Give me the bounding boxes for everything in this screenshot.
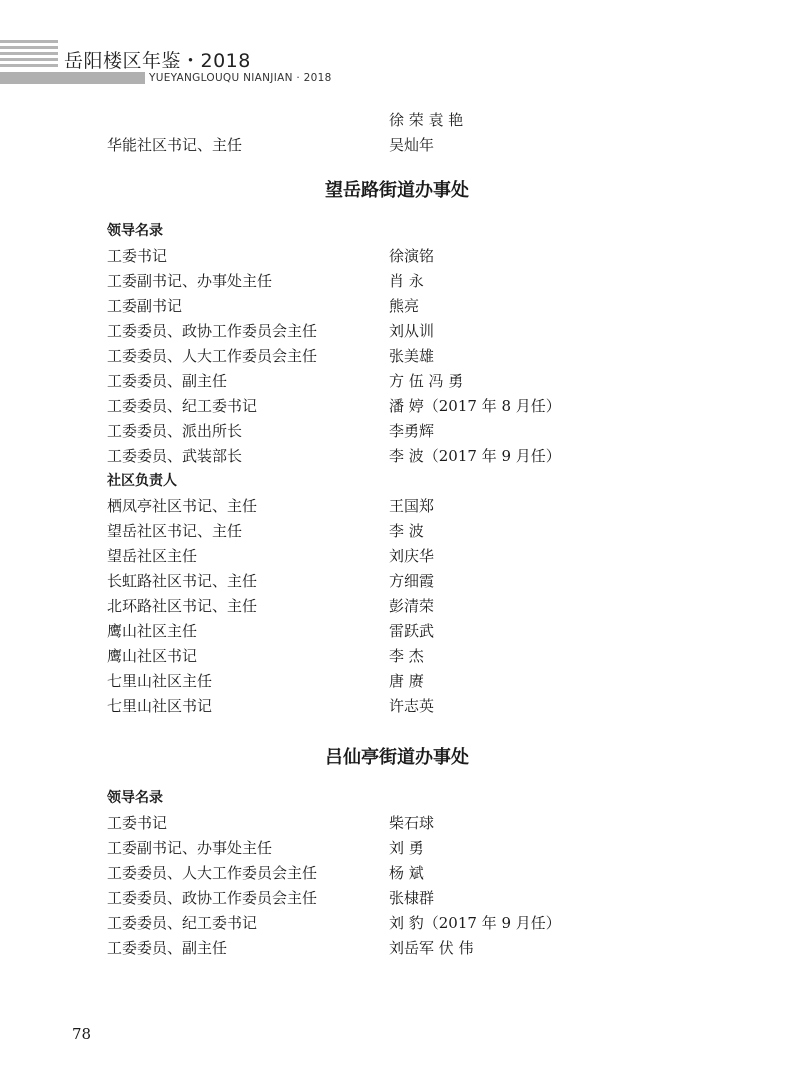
list-item xyxy=(107,419,727,444)
section-title: 吕仙亭街道办事处 xyxy=(325,747,469,768)
person-name: 刘 豹（2017 年 9 月任） xyxy=(389,914,561,932)
role-label: 鹰山社区书记 xyxy=(107,647,198,665)
person-name: 潘 婷（2017 年 8 月任） xyxy=(389,397,561,415)
person-name: 唐 赓 xyxy=(389,672,424,690)
list-item xyxy=(107,519,727,544)
person-name: 彭清荣 xyxy=(389,597,435,615)
list-item xyxy=(107,861,727,886)
running-header-subtitle: YUEYANGLOUQU NIANJIAN · 2018 xyxy=(145,72,336,84)
list-item xyxy=(107,544,727,569)
list-item xyxy=(107,244,727,269)
role-label: 鹰山社区主任 xyxy=(107,622,198,640)
person-name: 方细霞 xyxy=(389,572,435,590)
role-label: 工委委员、政协工作委员会主任 xyxy=(107,889,318,907)
page-body xyxy=(107,108,727,961)
role-label: 工委副书记 xyxy=(107,297,183,315)
list-item xyxy=(107,594,727,619)
role-label: 北环路社区书记、主任 xyxy=(107,597,258,615)
list-item xyxy=(107,133,727,158)
page-number: 78 xyxy=(72,1025,92,1043)
subsection-heading: 领导名录 xyxy=(107,790,163,806)
list-item xyxy=(107,936,727,961)
role-label: 工委委员、纪工委书记 xyxy=(107,397,258,415)
role-label: 七里山社区书记 xyxy=(107,697,213,715)
person-name: 刘庆华 xyxy=(389,547,435,565)
role-label: 工委委员、派出所长 xyxy=(107,422,243,440)
list-item xyxy=(107,369,727,394)
list-item xyxy=(107,269,727,294)
list-item xyxy=(107,319,727,344)
person-name: 王国郑 xyxy=(389,497,435,515)
role-label: 长虹路社区书记、主任 xyxy=(107,572,258,590)
list-item xyxy=(107,344,727,369)
role-label: 工委委员、副主任 xyxy=(107,372,228,390)
role-label: 工委委员、人大工作委员会主任 xyxy=(107,864,318,882)
list-item xyxy=(107,444,727,469)
role-label: 栖凤亭社区书记、主任 xyxy=(107,497,258,515)
person-name: 李 波 xyxy=(389,522,424,540)
list-item xyxy=(107,619,727,644)
role-label: 工委副书记、办事处主任 xyxy=(107,839,273,857)
list-item xyxy=(107,394,727,419)
list-item xyxy=(107,694,727,719)
list-item xyxy=(107,294,727,319)
person-name: 李勇辉 xyxy=(389,422,435,440)
role-label: 工委书记 xyxy=(107,247,168,265)
person-name: 徐 荣 袁 艳 xyxy=(389,111,464,129)
person-name: 徐演铭 xyxy=(389,247,435,265)
list-item xyxy=(107,669,727,694)
person-name: 吴灿年 xyxy=(389,136,435,154)
person-name: 雷跃武 xyxy=(389,622,435,640)
role-label: 工委委员、政协工作委员会主任 xyxy=(107,322,318,340)
running-header-title: 岳阳楼区年鉴・2018 xyxy=(64,50,251,72)
subsection-heading: 社区负责人 xyxy=(107,473,177,489)
list-item xyxy=(107,911,727,936)
list-item xyxy=(107,644,727,669)
person-name: 熊亮 xyxy=(389,297,420,315)
person-name: 柴石球 xyxy=(389,814,435,832)
person-name: 刘岳军 伏 伟 xyxy=(389,939,474,957)
role-label: 七里山社区主任 xyxy=(107,672,213,690)
list-item xyxy=(107,811,727,836)
subsection-heading: 领导名录 xyxy=(107,223,163,239)
list-item xyxy=(107,108,727,133)
role-label: 望岳社区书记、主任 xyxy=(107,522,243,540)
person-name: 许志英 xyxy=(389,697,435,715)
role-label: 工委委员、人大工作委员会主任 xyxy=(107,347,318,365)
role-label: 华能社区书记、主任 xyxy=(107,136,243,154)
list-item xyxy=(107,886,727,911)
role-label: 工委委员、武装部长 xyxy=(107,447,243,465)
section-title: 望岳路街道办事处 xyxy=(325,180,469,201)
role-label: 工委委员、副主任 xyxy=(107,939,228,957)
person-name: 李 杰 xyxy=(389,647,424,665)
list-item xyxy=(107,836,727,861)
person-name: 杨 斌 xyxy=(389,864,424,882)
person-name: 方 伍 冯 勇 xyxy=(389,372,464,390)
person-name: 张美雄 xyxy=(389,347,435,365)
role-label: 望岳社区主任 xyxy=(107,547,198,565)
person-name: 张棣群 xyxy=(389,889,435,907)
role-label: 工委委员、纪工委书记 xyxy=(107,914,258,932)
role-label: 工委书记 xyxy=(107,814,168,832)
person-name: 刘从训 xyxy=(389,322,435,340)
list-item xyxy=(107,569,727,594)
person-name: 肖 永 xyxy=(389,272,424,290)
person-name: 刘 勇 xyxy=(389,839,424,857)
list-item xyxy=(107,494,727,519)
role-label: 工委副书记、办事处主任 xyxy=(107,272,273,290)
person-name: 李 波（2017 年 9 月任） xyxy=(389,447,561,465)
